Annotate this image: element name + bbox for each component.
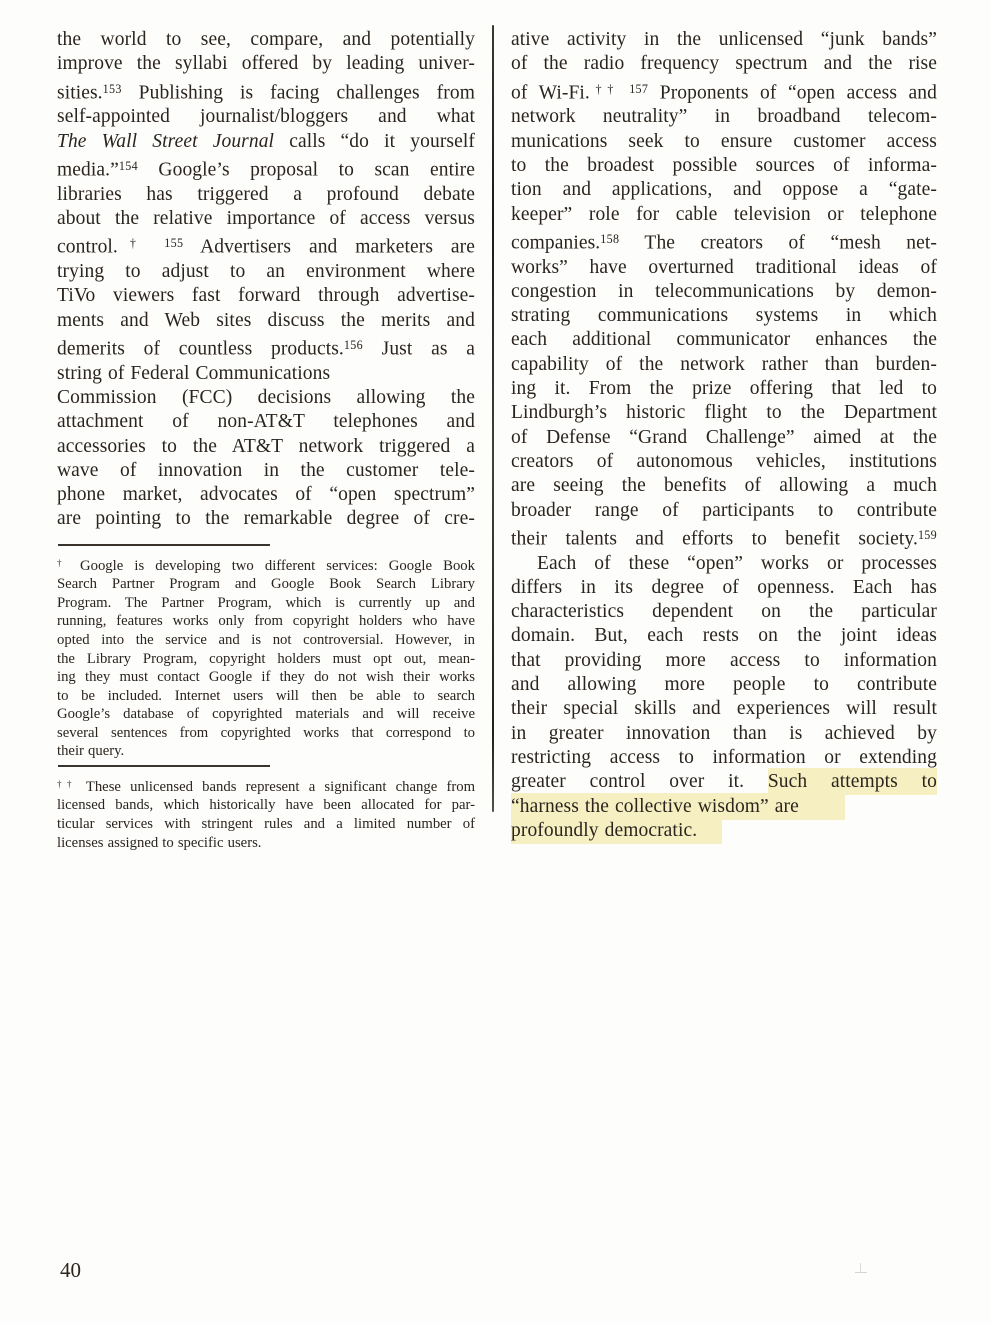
text-line: Commission (FCC) decisions allowing the xyxy=(57,386,475,408)
text-line: Lindburgh’s historic flight to the Department xyxy=(511,402,937,424)
text-line: that providing more access to information xyxy=(511,649,937,671)
text-line: libraries has triggered a profound debate xyxy=(57,183,475,205)
text-line: of the radio frequency spectrum and the rise xyxy=(511,53,937,75)
text-line: are pointing to the remarkable degree of cre- xyxy=(57,508,475,530)
text-line: media.”$^{154}$ Google’s proposal to scan entire xyxy=(57,158,475,181)
text-line: ing they must contact Google if they do not wish their works xyxy=(57,669,475,686)
text-line: TiVo viewers fast forward through advertise- xyxy=(57,285,475,307)
right-column xyxy=(511,28,937,843)
text-line: ative activity in the unlicensed “junk bands” xyxy=(511,29,937,50)
text-line: “harness the collective wisdom” are xyxy=(511,795,937,819)
text-line: wave of innovation in the customer tele- xyxy=(57,459,475,481)
text-line: to be included. Internet users will then be able to search xyxy=(57,687,475,704)
text-line: trying to adjust to an environment where xyxy=(57,260,475,282)
right-column-body-text xyxy=(511,28,937,843)
text-line: improve the syllabi offered by leading univer- xyxy=(57,53,475,75)
text-line: control.$^{\dagger 155}$ Advertisers and marketers are xyxy=(57,236,475,258)
text-line: capability of the network rather than burden- xyxy=(511,353,937,375)
text-line: several sentences from copyrighted works that correspond to xyxy=(57,724,475,741)
text-line: congestion in telecommunications by demon- xyxy=(511,280,937,302)
text-line: The Wall Street Journal calls “do it yourself xyxy=(57,130,475,152)
scan-artifact-mark xyxy=(855,1263,867,1273)
text-line: accessories to the AT&T network triggered a xyxy=(57,435,475,457)
text-line: their talents and efforts to benefit society.$^{159}$ xyxy=(511,527,937,550)
text-line: attachment of non-AT&T telephones and xyxy=(57,411,475,433)
text-line: Google’s database of copyrighted materials and will receive xyxy=(57,706,475,723)
text-line: about the relative importance of access versus xyxy=(57,207,475,229)
text-line: munications seek to ensure customer access xyxy=(511,130,937,152)
left-column xyxy=(57,28,475,852)
text-line: running, features works only from copyright holders who have xyxy=(57,613,475,630)
text-line: domain. But, each rests on the joint ideas xyxy=(511,625,937,647)
text-line: Search Partner Program and Google Book Search Library xyxy=(57,576,475,593)
text-line: to the broadest possible sources of informa- xyxy=(511,154,937,176)
text-line: self-appointed journalist/bloggers and what xyxy=(57,106,475,128)
text-line: Program. The Partner Program, which is currently up and xyxy=(57,594,475,611)
text-line: demerits of countless products.$^{156}$ Just as a xyxy=(57,337,475,360)
text-line: in greater innovation than is achieved by xyxy=(511,722,937,744)
text-line: strating communications systems in which xyxy=(511,305,937,327)
text-line: keeper” role for cable television or telephone xyxy=(511,203,937,225)
text-line: ments and Web sites discuss the merits and xyxy=(57,309,475,331)
column-divider-rule xyxy=(492,25,494,812)
text-line: are seeing the benefits of allowing a much xyxy=(511,475,937,497)
footnote-separator-2 xyxy=(58,765,270,767)
footnote-double-dagger-text xyxy=(57,775,475,852)
text-line: broader range of participants to contribute xyxy=(511,499,937,521)
text-line: characteristics dependent on the particular xyxy=(511,601,937,623)
text-line: each additional communicator enhances the xyxy=(511,329,937,351)
text-line: tion and applications, and oppose a “gate- xyxy=(511,179,937,201)
text-line: differs in its degree of openness. Each has xyxy=(511,576,937,598)
footnote-dagger-text xyxy=(57,554,475,761)
text-line: creators of autonomous vehicles, institutions xyxy=(511,450,937,472)
text-line: network neutrality” in broadband telecom- xyxy=(511,106,937,128)
text-line: of Wi-Fi.$^{\dagger\dagger 157}$ Proponents of “open access and xyxy=(511,81,937,104)
text-line: of Defense “Grand Challenge” aimed at the xyxy=(511,426,937,448)
text-line: companies.$^{158}$ The creators of “mesh net- xyxy=(511,231,937,254)
text-line: phone market, advocates of “open spectrum” xyxy=(57,484,475,506)
text-line: ing it. From the prize offering that led to xyxy=(511,378,937,400)
text-line: and allowing more people to contribute xyxy=(511,674,937,696)
text-line: Each of these “open” works or processes xyxy=(537,552,937,574)
text-line: sities.$^{153}$ Publishing is facing challenges from xyxy=(57,81,475,104)
footnote-separator-1 xyxy=(58,544,270,546)
text-line: string of Federal Communications xyxy=(57,362,331,384)
text-line: † Google is developing two different services: Google Book xyxy=(57,557,475,574)
text-line: works” have overturned traditional ideas of xyxy=(511,256,937,278)
text-line: profoundly democratic. xyxy=(511,819,937,843)
text-line: the Library Program, copyright holders must opt out, mean- xyxy=(57,650,475,667)
text-line: licenses assigned to specific users. xyxy=(57,834,262,851)
text-line: their query. xyxy=(57,743,125,760)
text-line: their special skills and experiences will result xyxy=(511,698,937,720)
text-line: opted into the service and is not controversial. However, in xyxy=(57,631,475,648)
left-column-body-text xyxy=(57,28,475,532)
text-line: licensed bands, which historically have been allocated for par- xyxy=(57,797,475,814)
text-line: ticular services with stringent rules and a limited number of xyxy=(57,815,475,832)
text-line: the world to see, compare, and potentially xyxy=(57,29,475,50)
text-line: greater control over it. Such attempts to xyxy=(511,770,937,794)
text-line: restricting access to information or extending xyxy=(511,746,937,768)
page-number: 40 xyxy=(60,1258,81,1282)
text-line: †† These unlicensed bands represent a significant change from xyxy=(57,778,475,795)
